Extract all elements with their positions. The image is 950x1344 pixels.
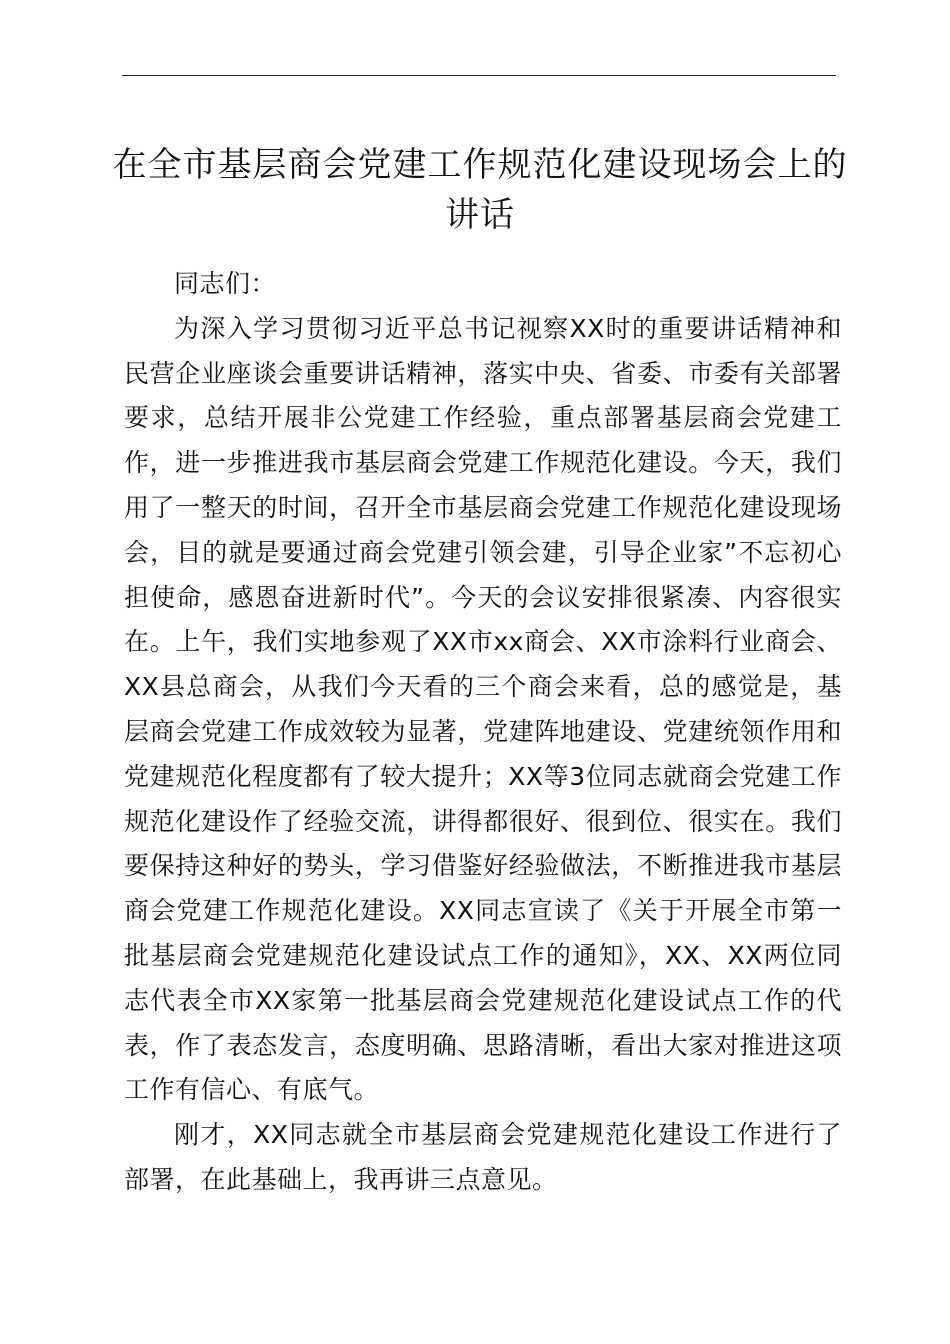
paragraph: 为深入学习贯彻习近平总书记视察XX时的重要讲话精神和民营企业座谈会重要讲话精神，落实中央、省委、市委有关部署要求，总结开展非公党建工作经验，重点部署基层商会党建工作，进一步推进我市基层商会党建工作规范化建设。今天，我们用了一整天的时间，召开全市基层商会党建工作规范化建设现场会，目的就是要通过商会党建引领会建，引导企业家”不忘初心担使命，感恩奋进新时代”。今天的会议安排很紧凑、内容很实在。上午，我们实地参观了XX市xx商会、XX市涂料行业商会、XX县总商会，从我们今天看的三个商会来看，总的感觉是，基层商会党建工作成效较为显著，党建阵地建设、党建统领作用和党建规范化程度都有了较大提升；XX等3位同志就商会党建工作规范化建设作了经验交流，讲得都很好、很到位、很实在。我们要保持这种好的势头，学习借鉴好经验做法，不断推进我市基层商会党建工作规范化建设。XX同志宣读了《关于开展全市第一批基层商会党建规范化建设试点工作的通知》，XX、XX两位同志代表全市XX家第一批基层商会党建规范化建设试点工作的代表，作了表态发言，态度明确、思路清晰，看出大家对推进这项工作有信心、有底气。 xyxy=(124,313,842,1105)
paragraph: 刚才，XX同志就全市基层商会党建规范化建设工作进行了部署，在此基础上，我再讲三点意见。 xyxy=(124,1120,842,1194)
document-title: 在全市基层商会党建工作规范化建设现场会上的讲话 xyxy=(112,145,848,235)
salutation: 同志们： xyxy=(174,269,277,298)
header-rule xyxy=(122,75,836,76)
document-body xyxy=(124,262,842,1203)
